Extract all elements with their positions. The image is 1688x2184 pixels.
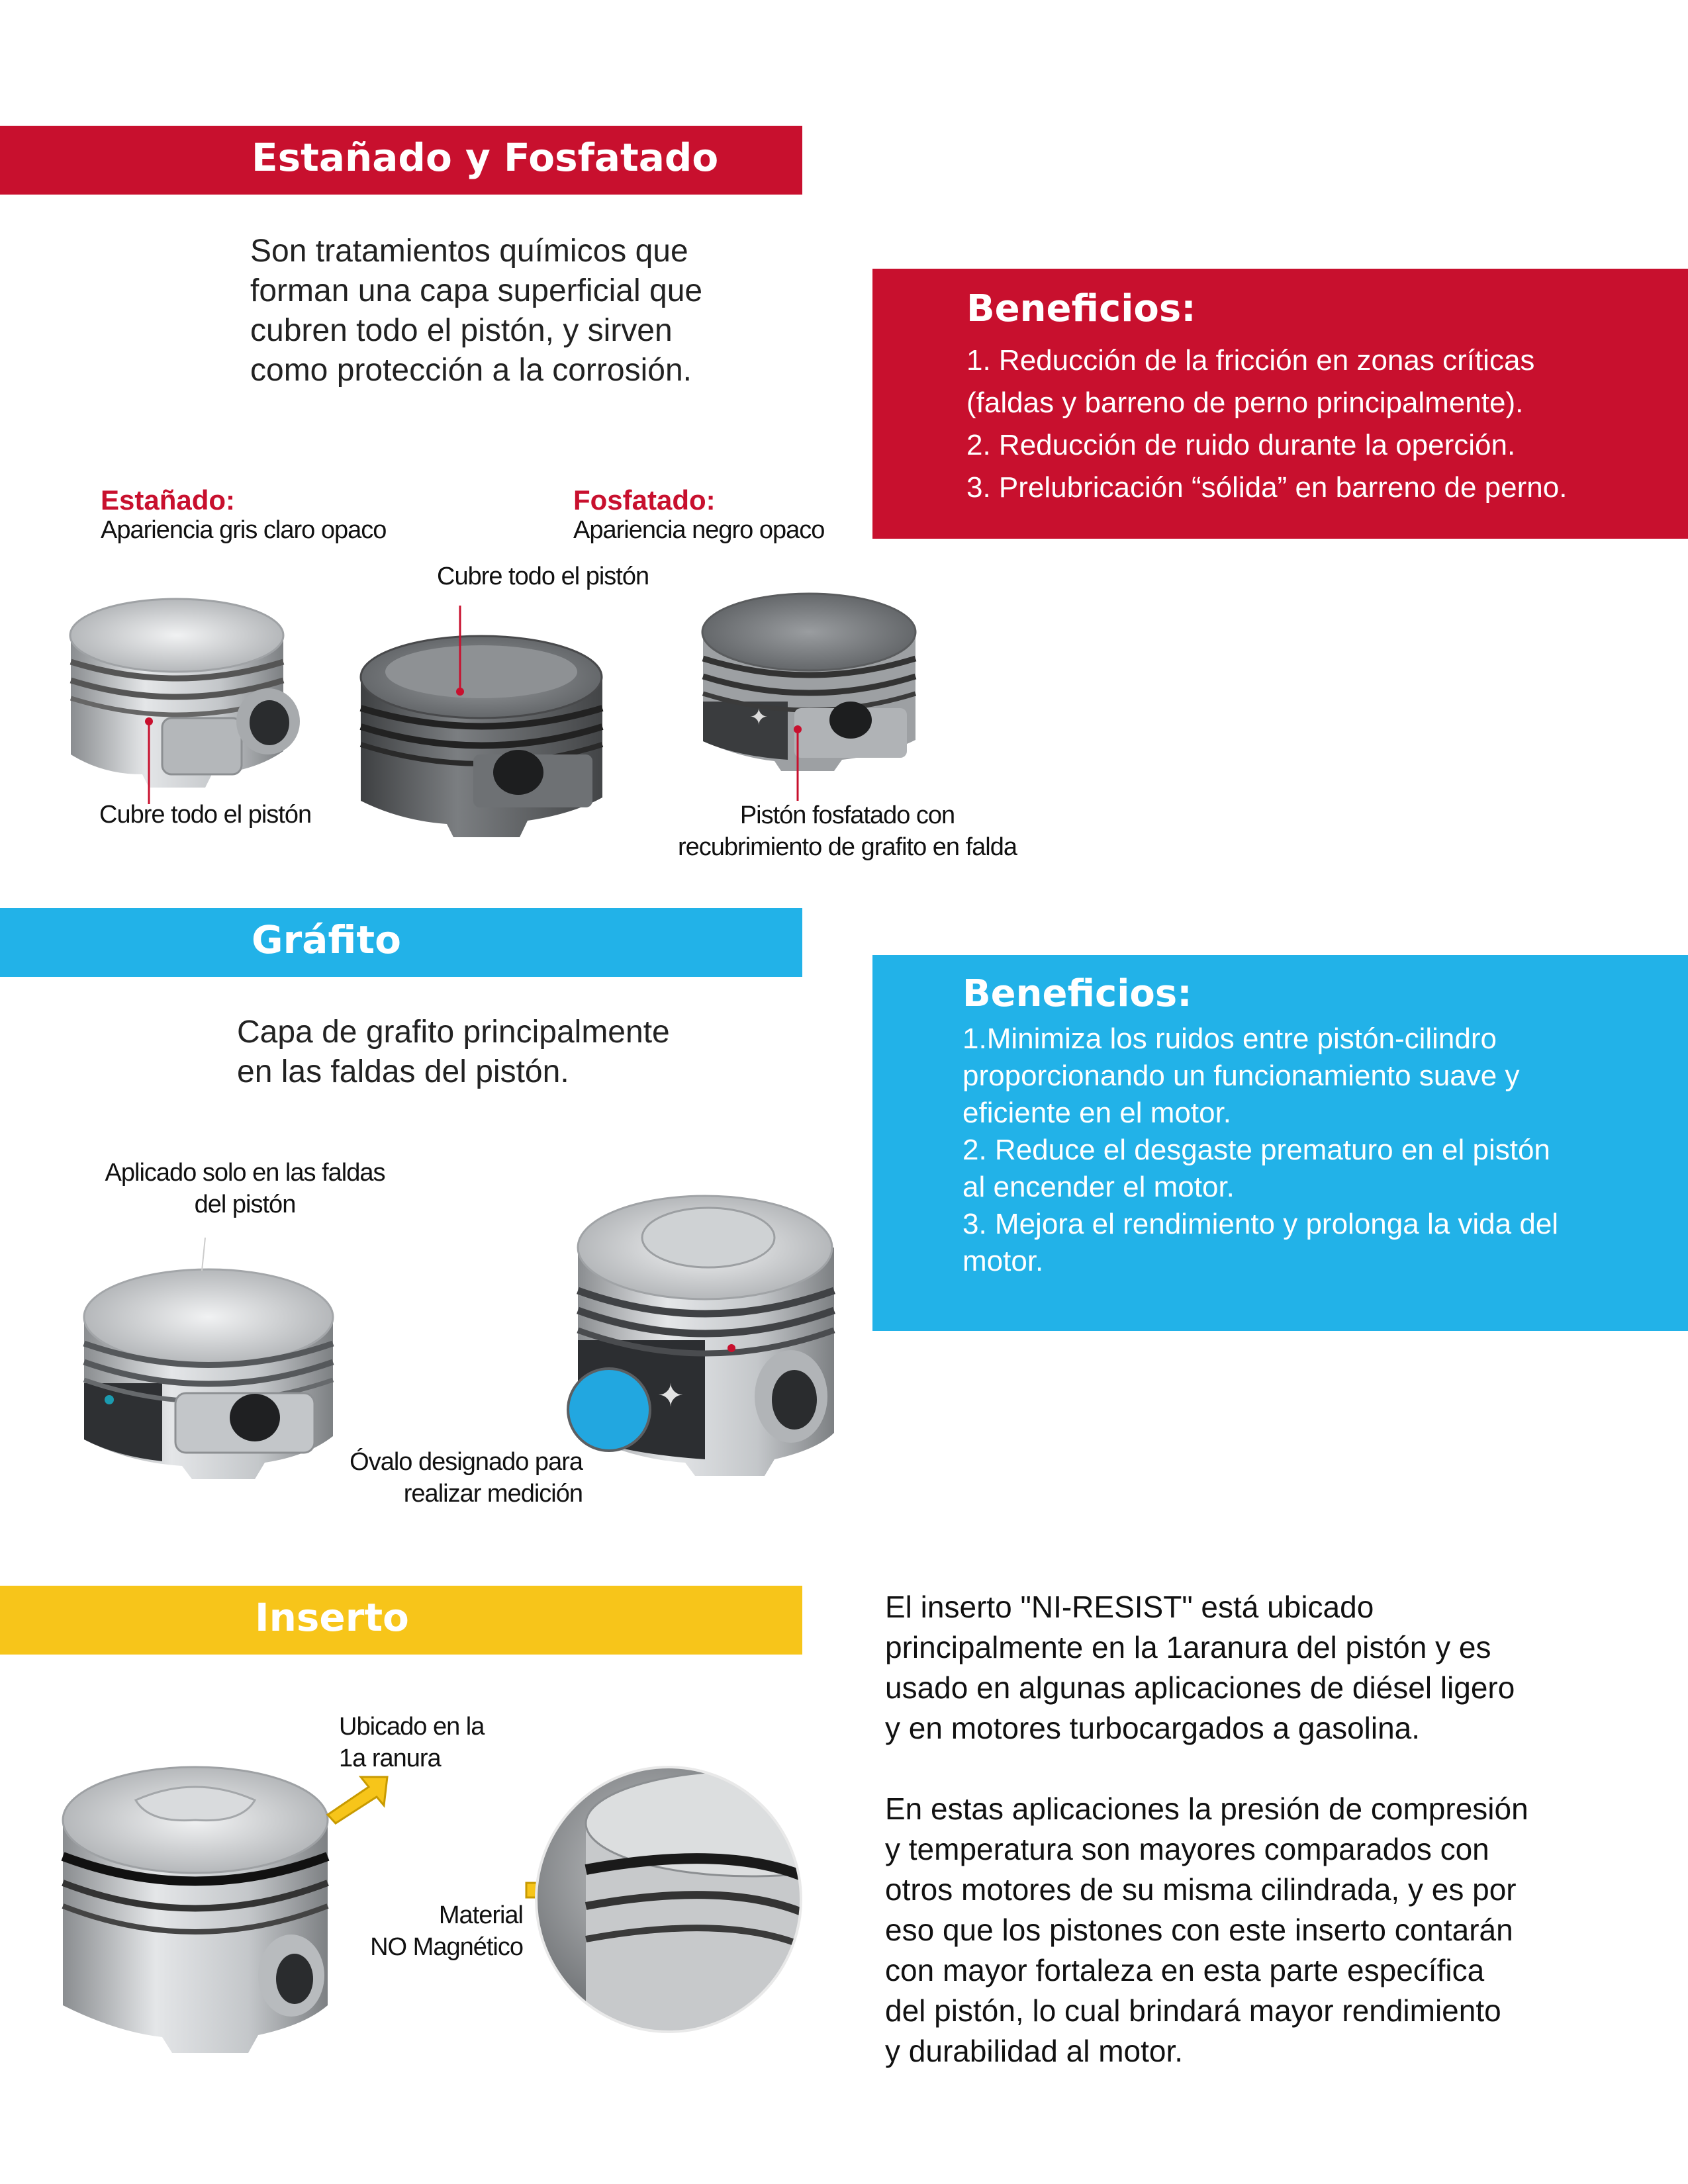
ubicado-caption-line: Ubicado en la bbox=[339, 1713, 485, 1741]
inserto-paragraph-2-line: eso que los pistones con este inserto contarán bbox=[885, 1913, 1513, 1947]
estanado-benefit-item: 1. Reducción de la fricción en zonas críticas bbox=[966, 344, 1535, 377]
estanado-intro-line: cubren todo el pistón, y sirven bbox=[250, 313, 673, 348]
piston-fosfatado-caption-line: recubrimiento de grafito en falda bbox=[678, 833, 1017, 861]
ovalo-caption bbox=[278, 1446, 583, 1510]
inserto-paragraph-1-line: El inserto "NI-RESIST" está ubicado bbox=[885, 1590, 1374, 1624]
material-caption bbox=[278, 1899, 523, 1963]
estanado-intro-line: Son tratamientos químicos que bbox=[250, 234, 688, 269]
grafito-benefit-item: proporcionando un funcionamiento suave y bbox=[962, 1060, 1520, 1092]
ovalo-caption-line: realizar medición bbox=[403, 1480, 583, 1508]
ubicado-caption bbox=[339, 1711, 484, 1774]
grafito-benefit-item: 2. Reduce el desgaste prematuro en el pistón bbox=[962, 1134, 1550, 1166]
inserto-paragraph-2-line: En estas aplicaciones la presión de compresión bbox=[885, 1792, 1528, 1826]
inserto-paragraph-2 bbox=[885, 1789, 1679, 2071]
material-caption-line: Material bbox=[438, 1901, 523, 1929]
aplicado-caption-line: Aplicado solo en las faldas bbox=[105, 1159, 385, 1187]
grafito-benefit-item: eficiente en el motor. bbox=[962, 1097, 1232, 1129]
ubicado-caption-line: 1a ranura bbox=[339, 1745, 441, 1772]
fosfatado-label: Fosfatado: bbox=[573, 484, 716, 516]
inserto-paragraph-2-line: y temperatura son mayores comparados con bbox=[885, 1832, 1489, 1866]
svg-text:✦: ✦ bbox=[749, 704, 769, 731]
inserto-banner-title: Inserto bbox=[255, 1595, 409, 1640]
grafito-benefits-box bbox=[872, 955, 1688, 1331]
grafito-benefit-item: 3. Mejora el rendimiento y prolonga la vida del bbox=[962, 1208, 1559, 1240]
inserto-paragraph-2-line: otros motores de su misma cilindrada, y es por bbox=[885, 1872, 1517, 1907]
inserto-paragraph-2-line: con mayor fortaleza en esta parte específica bbox=[885, 1953, 1485, 1987]
estanado-label: Estañado: bbox=[101, 484, 236, 516]
estanado-intro-line: forman una capa superficial que bbox=[250, 273, 703, 308]
estanado-benefit-item: 2. Reducción de ruido durante la operción. bbox=[966, 429, 1516, 461]
grafito-banner-title: Gráfito bbox=[252, 917, 401, 962]
piston-fosfatado-caption-line: Pistón fosfatado con bbox=[739, 801, 955, 829]
estanado-banner-title: Estañado y Fosfatado bbox=[252, 135, 719, 180]
grafito-benefits-title: Beneficios: bbox=[962, 972, 1192, 1015]
grafito-benefit-item: motor. bbox=[962, 1245, 1044, 1277]
piston-ovalo-image bbox=[573, 1175, 837, 1486]
aplicado-caption bbox=[93, 1157, 397, 1220]
estanado-benefit-item: 3. Prelubricación “sólida” en barreno de perno. bbox=[966, 471, 1568, 504]
inserto-zoom-image bbox=[533, 1764, 804, 2035]
inserto-banner bbox=[0, 1586, 802, 1655]
inserto-paragraph-2-line: del pistón, lo cual brindará mayor rendimiento bbox=[885, 1993, 1501, 2028]
cubre-top-label: Cubre todo el pistón bbox=[437, 563, 649, 590]
aplicado-caption-line: del pistón bbox=[194, 1191, 296, 1218]
estanado-benefit-item: (faldas y barreno de perno principalmente). bbox=[966, 387, 1524, 419]
estanado-desc: Apariencia gris claro opaco bbox=[101, 516, 387, 544]
inserto-paragraph-1-line: y en motores turbocargados a gasolina. bbox=[885, 1711, 1421, 1745]
cubre-bottom-label: Cubre todo el pistón bbox=[99, 801, 312, 829]
grafito-benefit-item: 1.Minimiza los ruidos entre pistón-cilindro bbox=[962, 1023, 1497, 1055]
svg-text:✦: ✦ bbox=[657, 1377, 684, 1414]
inserto-paragraph-1-line: usado en algunas aplicaciones de diésel ligero bbox=[885, 1670, 1515, 1705]
inserto-paragraph-2-line: y durabilidad al motor. bbox=[885, 2034, 1184, 2068]
estanado-benefits-title: Beneficios: bbox=[966, 287, 1196, 330]
fosfatado-desc: Apariencia negro opaco bbox=[573, 516, 825, 544]
grafito-intro bbox=[237, 1013, 767, 1092]
grafito-banner bbox=[0, 908, 802, 977]
grafito-intro-line: Capa de grafito principalmente bbox=[237, 1015, 670, 1050]
grafito-benefit-item: al encender el motor. bbox=[962, 1171, 1235, 1203]
inserto-paragraph-1 bbox=[885, 1587, 1679, 1749]
piston-fosfatado-caption bbox=[635, 799, 1059, 863]
estanado-intro-line: como protección a la corrosión. bbox=[250, 353, 692, 388]
arrow-icon bbox=[321, 1774, 394, 1827]
grafito-intro-line: en las faldas del pistón. bbox=[237, 1054, 569, 1089]
ovalo-caption-line: Óvalo designado para bbox=[350, 1448, 583, 1476]
material-caption-line: NO Magnético bbox=[370, 1933, 523, 1961]
inserto-paragraph-1-line: principalmente en la 1aranura del pistón y es bbox=[885, 1630, 1491, 1664]
